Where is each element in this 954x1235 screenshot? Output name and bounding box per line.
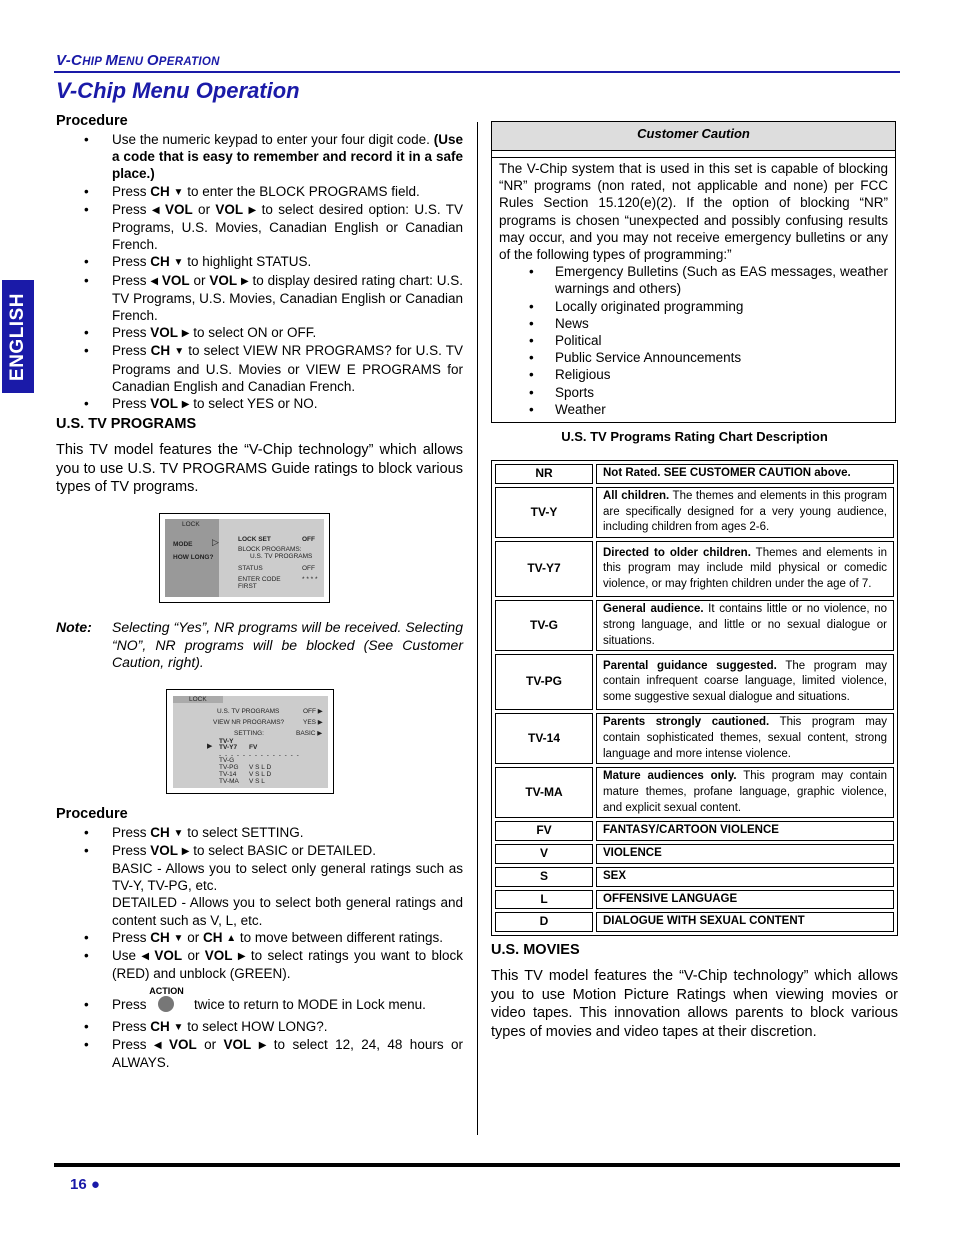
note-block: [56, 619, 463, 672]
table-row: [495, 713, 894, 764]
table-row: [495, 844, 894, 864]
us-tv-programs-screen: LOCK U.S. TV PROGRAMS OFF ▶ VIEW NR PROGRAMS? YES ▶ SETTING: BASIC ▶ TV-Y ▶ TV-Y7 FV - - - - - - - - - - - - - - TV-G TV-PG V S L D TV-14 V S L D TV-MA V S L: [166, 689, 334, 794]
us-tv-programs-heading: U.S. TV PROGRAMS: [56, 416, 197, 433]
osd-lock-tab: LOCK: [189, 695, 207, 703]
osd-enter-code: ENTER CODE: [238, 576, 281, 584]
osd-block-programs: BLOCK PROGRAMS:: [238, 546, 302, 554]
list-item: • Public Service Announcements: [499, 349, 888, 366]
left-arrow-icon: ◀: [141, 950, 150, 962]
rating-description: FANTASY/CARTOON VIOLENCE: [596, 821, 894, 841]
down-arrow-icon: ▼: [173, 932, 184, 944]
list-item: • Locally originated programming: [499, 298, 888, 315]
customer-caution-box: [491, 121, 896, 423]
action-button-icon: ACTION: [150, 997, 190, 1011]
table-row: [495, 600, 894, 651]
language-side-tab: ENGLISH: [2, 280, 34, 393]
down-arrow-icon: ▼: [173, 257, 184, 269]
list-item: • Use ◀ VOL or VOL ▶ to select ratings you want to block (RED) and unblock (GREEN).: [56, 947, 463, 982]
right-arrow-icon: ▶: [181, 328, 190, 340]
right-arrow-icon: ▶: [181, 399, 190, 411]
rating-description: Directed to older children. Themes and elements in this program may include mild physical or comedic violence, or may frighten children under the age of 7.: [596, 541, 894, 597]
table-row: [495, 464, 894, 484]
list-item: • Press CH ▼ to enter the BLOCK PROGRAMS field.: [56, 183, 463, 201]
list-item: • News: [499, 315, 888, 332]
rating-code: S: [495, 867, 593, 887]
procedure-list: [56, 131, 463, 413]
list-item: • Press ◀ VOL or VOL ▶ to select 12, 24, 48 hours or ALWAYS.: [56, 1036, 463, 1071]
rating-code: TV-PG: [495, 654, 593, 710]
rating-code: FV: [495, 821, 593, 841]
procedure-heading: Procedure: [56, 805, 128, 822]
note-text: Selecting “Yes”, NR programs will be received. Selecting “NO”, NR programs will be blocked (See Customer Caution, right).: [112, 619, 463, 671]
down-arrow-icon: ▼: [174, 346, 185, 358]
rating-description: SEX: [596, 867, 894, 887]
footer-rule: [54, 1163, 900, 1167]
list-item: • Press VOL ▶ to select YES or NO.: [56, 395, 463, 413]
left-arrow-icon: ◀: [153, 1039, 162, 1051]
osd-how-long: HOW LONG?: [173, 554, 214, 562]
right-arrow-icon: ▶: [248, 204, 257, 216]
list-item: • Press ◀ VOL or VOL ▶ to select desired option: U.S. TV Programs, U.S. Movies, Canadian English or Canadian French.: [56, 201, 463, 254]
left-column: [56, 113, 463, 1071]
down-arrow-icon: ▼: [173, 186, 184, 198]
left-arrow-icon: ◀: [151, 204, 160, 216]
table-row: [495, 487, 894, 538]
osd-mode: MODE: [173, 541, 193, 549]
rating-code: V: [495, 844, 593, 864]
note-label: Note:: [56, 619, 92, 636]
right-arrow-icon: ▶: [181, 845, 190, 857]
osd-pointer-icon: ▷: [212, 537, 219, 548]
us-tv-programs-paragraph: This TV model features the “V-Chip technology” which allows you to use U.S. TV PROGRAMS Guide ratings to block various types of TV programs.: [56, 442, 463, 496]
rating-code: TV-Y7: [495, 541, 593, 597]
rating-chart-title: U.S. TV Programs Rating Chart Description: [561, 429, 828, 445]
list-item: • Sports: [499, 384, 888, 401]
right-arrow-icon: ▶: [237, 950, 246, 962]
rating-description: Mature audiences only. This program may contain mature themes, profane language, graphic violence, and explicit sexual content.: [596, 767, 894, 818]
rating-description: Not Rated. SEE CUSTOMER CAUTION above.: [596, 464, 894, 484]
list-item: • Press VOL ▶ to select BASIC or DETAILED. BASIC - Allows you to select only general ratings such as TV-Y, TV-PG, etc. DETAILED - Allows you to select both general ratings and content such as V, L, etc.: [56, 842, 463, 929]
page-number: 16 ●: [70, 1176, 100, 1193]
rating-code: TV-14: [495, 713, 593, 764]
rating-description: Parental guidance suggested. The program may contain infrequent coarse language, limited violence, some suggestive sexual dialogue and situations.: [596, 654, 894, 710]
table-row: [495, 867, 894, 887]
list-item: • Religious: [499, 366, 888, 383]
list-item: • Political: [499, 332, 888, 349]
rating-table: [491, 460, 898, 936]
caution-title: Customer Caution: [492, 122, 895, 151]
list-item: • Press CH ▼ to select VIEW NR PROGRAMS? for U.S. TV Programs and U.S. Movies or VIEW E PROGRAMS for Canadian English and Canadian French.: [56, 342, 463, 395]
list-item: • Press CH ▼ to select HOW LONG?.: [56, 1018, 463, 1036]
page-title: V-Chip Menu Operation: [56, 78, 300, 103]
rating-description: VIOLENCE: [596, 844, 894, 864]
down-arrow-icon: ▼: [173, 827, 184, 839]
right-column: [491, 121, 898, 1041]
table-row: [495, 821, 894, 841]
osd-lock-set: LOCK SET: [238, 536, 271, 544]
header-rule: [54, 71, 900, 73]
caution-text: The V-Chip system that is used in this set is capable of blocking “NR” programs (non rated, not applicable and none) per FCC Rules Section 15.120(e)(2). If the option of blocking “NR” programs is chosen “unexpected and possibly confusing results may occur, and you may not receive emergency bulletins or any of the following types of programming:”: [499, 161, 888, 263]
column-divider: [477, 122, 478, 1135]
list-item: • Emergency Bulletins (Such as EAS messages, weather warnings and others): [499, 263, 888, 297]
list-item: • Weather: [499, 401, 888, 418]
running-header: V-CHIP MENU OPERATION: [56, 52, 220, 69]
rating-code: TV-G: [495, 600, 593, 651]
right-arrow-icon: ▶: [240, 275, 249, 287]
table-row: [495, 654, 894, 710]
caution-list: [499, 263, 888, 418]
osd-lock-tab: LOCK: [182, 521, 200, 529]
list-item: • Use the numeric keypad to enter your four digit code. (Use a code that is easy to remember and record it in a safe place.): [56, 131, 463, 183]
up-arrow-icon: ▲: [226, 932, 237, 944]
list-item: • Press VOL ▶ to select ON or OFF.: [56, 324, 463, 342]
lock-menu-screen: LOCK MODE HOW LONG? ▷ LOCK SET OFF BLOCK PROGRAMS: U.S. TV PROGRAMS STATUS OFF ENTER CODE FIRST * * * *: [159, 513, 330, 603]
table-row: [495, 912, 894, 932]
rating-description: Parents strongly cautioned. This program may contain sophisticated themes, sexual content, strong language and more intense violence.: [596, 713, 894, 764]
rating-description: DIALOGUE WITH SEXUAL CONTENT: [596, 912, 894, 932]
list-item: • Press CH ▼ to highlight STATUS.: [56, 253, 463, 271]
list-item: • Press ◀ VOL or VOL ▶ to display desired rating chart: U.S. TV Programs, U.S. Movies, Canadian English or Canadian French.: [56, 272, 463, 325]
rating-code: NR: [495, 464, 593, 484]
right-arrow-icon: ▶: [258, 1039, 267, 1051]
list-item: • Press ACTION twice to return to MODE in Lock menu.: [56, 996, 463, 1013]
rating-code: TV-Y: [495, 487, 593, 538]
rating-description: All children. The themes and elements in this program are specifically designed for a very young audience, including children from ages 2-6.: [596, 487, 894, 538]
table-row: [495, 767, 894, 818]
table-row: [495, 890, 894, 910]
list-item: • Press CH ▼ or CH ▲ to move between different ratings.: [56, 929, 463, 947]
rating-code: L: [495, 890, 593, 910]
down-arrow-icon: ▼: [173, 1021, 184, 1033]
osd-pointer-icon: ▶: [207, 742, 213, 750]
rating-code: TV-MA: [495, 767, 593, 818]
table-row: [495, 541, 894, 597]
osd-status: STATUS: [238, 565, 263, 573]
left-arrow-icon: ◀: [150, 275, 159, 287]
procedure-heading: Procedure: [56, 113, 128, 129]
rating-description: OFFENSIVE LANGUAGE: [596, 890, 894, 910]
rating-description: General audience. It contains little or no violence, no strong language, and little or no sexual dialogue or situations.: [596, 600, 894, 651]
us-movies-heading: U.S. MOVIES: [491, 942, 580, 958]
rating-code: D: [495, 912, 593, 932]
procedure-list: [56, 824, 463, 1072]
us-movies-paragraph: This TV model features the “V-Chip technology” which allows you to use Motion Picture Ratings when viewing movies or video tapes. This innovation allows parents to block various types of movies and video tapes at their discretion.: [491, 968, 898, 1040]
list-item: • Press CH ▼ to select SETTING.: [56, 824, 463, 842]
